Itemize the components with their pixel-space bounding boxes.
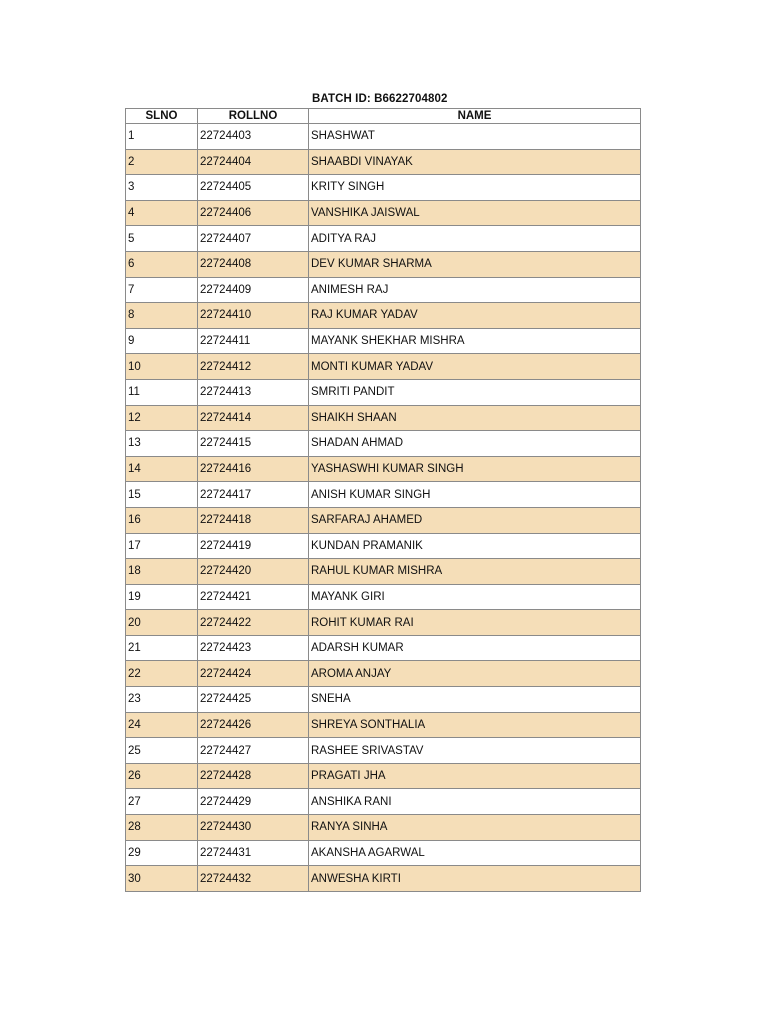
name-cell: SHAIKH SHAAN [309,406,640,432]
column-header-slno: SLNO [126,109,198,124]
table-row [126,687,640,713]
name-cell: ANISH KUMAR SINGH [309,482,640,508]
table-row [126,815,640,841]
slno-cell: 11 [126,380,198,406]
slno-cell: 10 [126,354,198,380]
rollno-cell: 22724430 [198,815,309,841]
name-cell: RAHUL KUMAR MISHRA [309,559,640,585]
slno-cell: 30 [126,866,198,891]
table-row [126,124,640,150]
rollno-cell: 22724417 [198,482,309,508]
slno-cell: 1 [126,124,198,150]
slno-cell: 27 [126,789,198,815]
rollno-cell: 22724405 [198,175,309,201]
rollno-cell: 22724426 [198,713,309,739]
slno-cell: 21 [126,636,198,662]
name-cell: RAJ KUMAR YADAV [309,303,640,329]
table-row [126,534,640,560]
table-row [126,789,640,815]
name-cell: KUNDAN PRAMANIK [309,534,640,560]
table-row [126,431,640,457]
table-header [126,109,640,124]
name-cell: SHADAN AHMAD [309,431,640,457]
rollno-cell: 22724425 [198,687,309,713]
table-row [126,329,640,355]
slno-cell: 14 [126,457,198,483]
name-cell: ANWESHA KIRTI [309,866,640,891]
slno-cell: 22 [126,661,198,687]
table-row [126,764,640,790]
column-header-name: NAME [309,109,640,124]
header-row [126,109,640,124]
table-row [126,508,640,534]
name-cell: MAYANK SHEKHAR MISHRA [309,329,640,355]
table-row [126,636,640,662]
rollno-cell: 22724421 [198,585,309,611]
name-cell: ANSHIKA RANI [309,789,640,815]
name-cell: SNEHA [309,687,640,713]
slno-cell: 25 [126,738,198,764]
rollno-cell: 22724423 [198,636,309,662]
table-body [126,124,640,891]
slno-cell: 24 [126,713,198,739]
name-cell: SHASHWAT [309,124,640,150]
name-cell: RASHEE SRIVASTAV [309,738,640,764]
slno-cell: 26 [126,764,198,790]
slno-cell: 13 [126,431,198,457]
name-cell: ROHIT KUMAR RAI [309,610,640,636]
table-row [126,738,640,764]
slno-cell: 8 [126,303,198,329]
rollno-cell: 22724420 [198,559,309,585]
rollno-cell: 22724411 [198,329,309,355]
rollno-cell: 22724427 [198,738,309,764]
column-header-rollno: ROLLNO [198,109,309,124]
table-row [126,482,640,508]
rollno-cell: 22724410 [198,303,309,329]
table-row [126,226,640,252]
name-cell: KRITY SINGH [309,175,640,201]
name-cell: VANSHIKA JAISWAL [309,201,640,227]
name-cell: ADITYA RAJ [309,226,640,252]
rollno-cell: 22724409 [198,278,309,304]
name-cell: SMRITI PANDIT [309,380,640,406]
table-row [126,278,640,304]
slno-cell: 5 [126,226,198,252]
slno-cell: 7 [126,278,198,304]
rollno-cell: 22724404 [198,150,309,176]
rollno-cell: 22724428 [198,764,309,790]
rollno-cell: 22724422 [198,610,309,636]
rollno-cell: 22724424 [198,661,309,687]
table-row [126,354,640,380]
slno-cell: 15 [126,482,198,508]
table-row [126,866,640,891]
name-cell: PRAGATI JHA [309,764,640,790]
name-cell: MONTI KUMAR YADAV [309,354,640,380]
slno-cell: 16 [126,508,198,534]
slno-cell: 9 [126,329,198,355]
name-cell: AROMA ANJAY [309,661,640,687]
rollno-cell: 22724416 [198,457,309,483]
name-cell: YASHASWHI KUMAR SINGH [309,457,640,483]
table-row [126,303,640,329]
table-row [126,585,640,611]
rollno-cell: 22724418 [198,508,309,534]
slno-cell: 3 [126,175,198,201]
slno-cell: 23 [126,687,198,713]
table-row [126,559,640,585]
rollno-cell: 22724419 [198,534,309,560]
table-row [126,841,640,867]
rollno-cell: 22724432 [198,866,309,891]
name-cell: MAYANK GIRI [309,585,640,611]
rollno-cell: 22724415 [198,431,309,457]
name-cell: ADARSH KUMAR [309,636,640,662]
table-row [126,252,640,278]
name-cell: RANYA SINHA [309,815,640,841]
rollno-cell: 22724406 [198,201,309,227]
slno-cell: 4 [126,201,198,227]
slno-cell: 17 [126,534,198,560]
rollno-cell: 22724412 [198,354,309,380]
table-row [126,380,640,406]
rollno-cell: 22724429 [198,789,309,815]
table-row [126,201,640,227]
name-cell: SHREYA SONTHALIA [309,713,640,739]
slno-cell: 20 [126,610,198,636]
table-row [126,457,640,483]
rollno-cell: 22724413 [198,380,309,406]
slno-cell: 6 [126,252,198,278]
table-row [126,661,640,687]
slno-cell: 29 [126,841,198,867]
table-row [126,150,640,176]
name-cell: SARFARAJ AHAMED [309,508,640,534]
slno-cell: 28 [126,815,198,841]
rollno-cell: 22724408 [198,252,309,278]
table-row [126,175,640,201]
slno-cell: 19 [126,585,198,611]
name-cell: SHAABDI VINAYAK [309,150,640,176]
table-row [126,713,640,739]
name-cell: ANIMESH RAJ [309,278,640,304]
student-roster-table [125,108,641,892]
rollno-cell: 22724403 [198,124,309,150]
rollno-cell: 22724414 [198,406,309,432]
slno-cell: 12 [126,406,198,432]
table-row [126,406,640,432]
name-cell: AKANSHA AGARWAL [309,841,640,867]
name-cell: DEV KUMAR SHARMA [309,252,640,278]
slno-cell: 18 [126,559,198,585]
batch-title: BATCH ID: B6622704802 [312,93,448,105]
rollno-cell: 22724407 [198,226,309,252]
rollno-cell: 22724431 [198,841,309,867]
slno-cell: 2 [126,150,198,176]
table-row [126,610,640,636]
